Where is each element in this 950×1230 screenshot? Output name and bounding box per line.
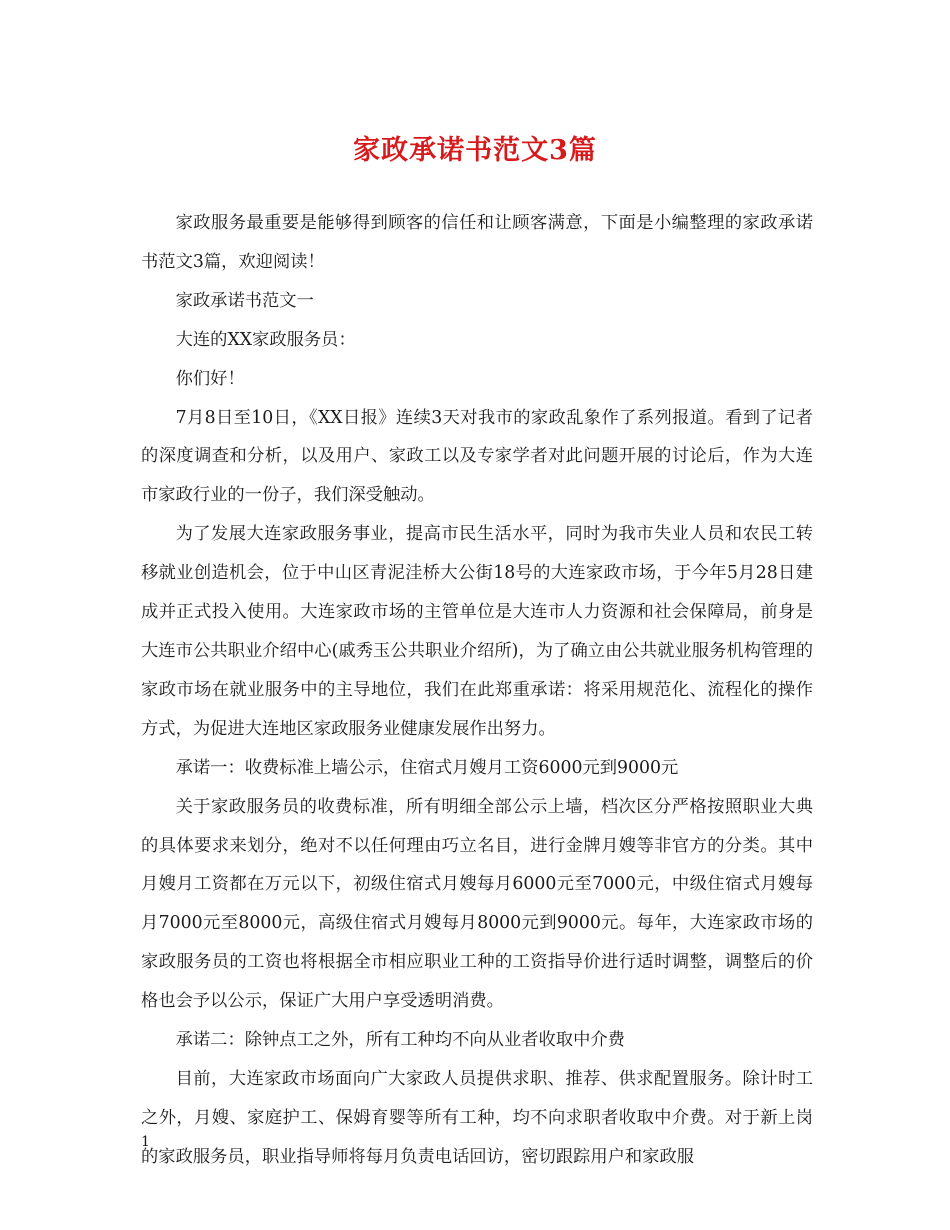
document-body — [141, 204, 813, 1177]
paragraph-background: 为了发展大连家政服务事业，提高市民生活水平，同时为我市失业人员和农民工转移就业创造机会，位于中山区青泥洼桥大公街18号的大连家政市场，于今年5月28日建成并正式投入使用。大连家政市场的主管单位是大连市人力资源和社会保障局，前身是大连市公共职业介绍中心(戚秀玉公共职业介绍所)，为了确立由公共就业服务机构管理的家政市场在就业服务中的主导地位，我们在此郑重承诺：将采用规范化、流程化的操作方式，为促进大连地区家政服务业健康发展作出努力。 — [141, 524, 813, 739]
paragraph-greeting: 你们好！ — [175, 368, 245, 389]
document-title: 家政承诺书范文3篇 — [353, 135, 597, 166]
paragraph-report: 7月8日至10日，《XX日报》连续3天对我市的家政乱象作了系列报道。看到了记者的深度调查和分析，以及用户、家政工以及专家学者对此问题开展的讨论后，作为大连市家政行业的一份子，我们深受触动。 — [141, 407, 813, 506]
paragraph-promise-two-body: 目前，大连家政市场面向广大家政人员提供求职、推荐、供求配置服务。除计时工之外，月嫂、家庭护工、保姆育婴等所有工种，均不向求职者收取中介费。对于新上岗的家政服务员，职业指导师将每月负责电话回访，密切跟踪用户和家政服 — [141, 1068, 813, 1167]
paragraph-heading-sample-one: 家政承诺书范文一 — [175, 290, 314, 311]
paragraph-promise-one-body: 关于家政服务员的收费标准，所有明细全部公示上墙，档次区分严格按照职业大典的具体要求来划分，绝对不以任何理由巧立名目，进行金牌月嫂等非官方的分类。其中月嫂月工资都在万元以下，初级住宿式月嫂每月6000元至7000元，中级住宿式月嫂每月7000元至8000元，高级住宿式月嫂每月8000元到9000元。每年，大连家政市场的家政服务员的工资也将根据全市相应职业工种的工资指导价进行适时调整，调整后的价格也会予以公示，保证广大用户享受透明消费。 — [141, 796, 813, 1012]
page-number: 1 — [141, 1134, 150, 1150]
paragraph-promise-one-heading: 承诺一：收费标准上墙公示，住宿式月嫂月工资6000元到9000元 — [175, 757, 679, 778]
paragraph-promise-two-heading: 承诺二：除钟点工之外，所有工种均不向从业者收取中介费 — [175, 1030, 625, 1051]
paragraph-intro: 家政服务最重要是能够得到顾客的信任和让顾客满意，下面是小编整理的家政承诺书范文3篇，欢迎阅读！ — [141, 213, 813, 272]
paragraph-salutation: 大连的XX家政服务员： — [175, 329, 356, 350]
